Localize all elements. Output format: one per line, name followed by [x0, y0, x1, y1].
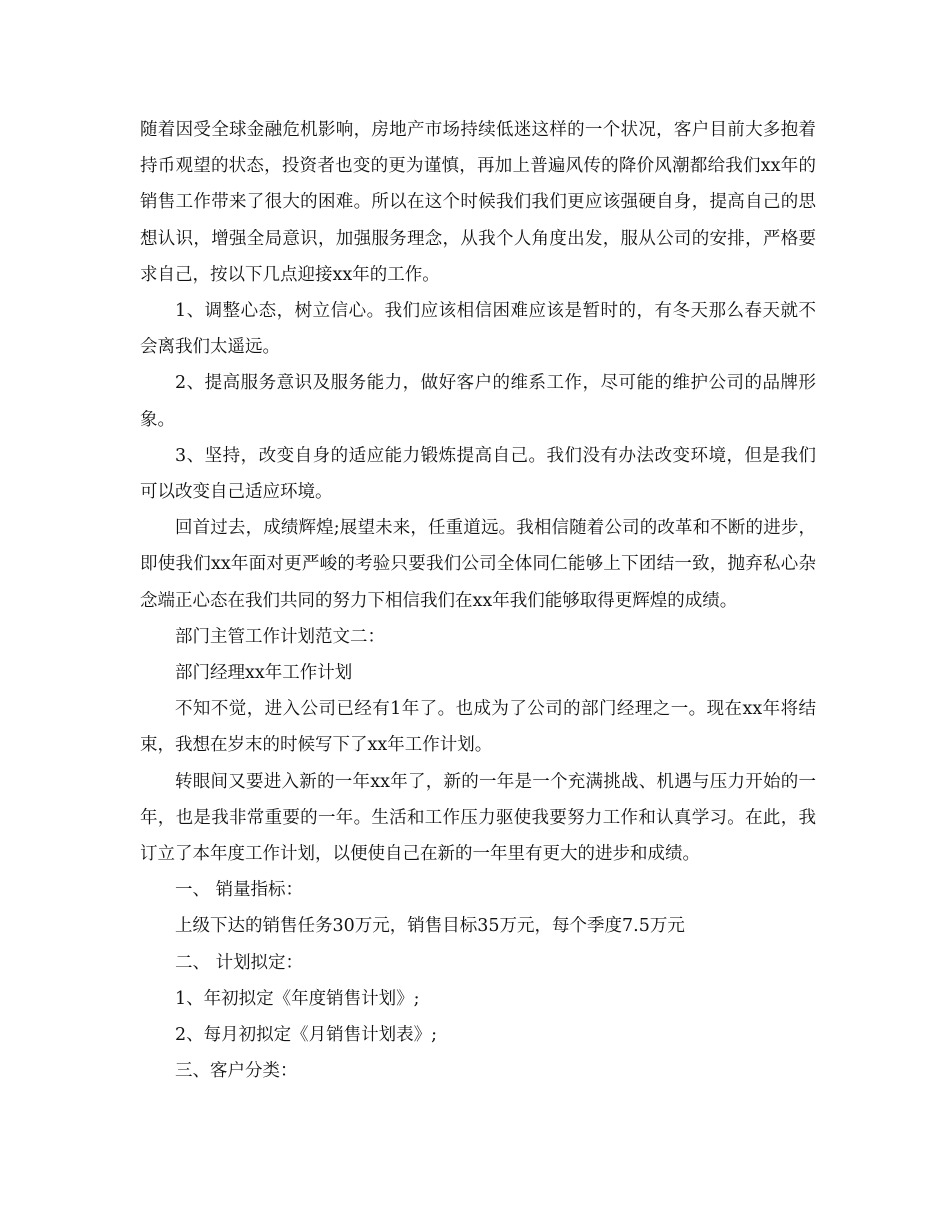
list-item-annual-plan: 1、年初拟定《年度销售计划》;: [175, 988, 420, 1009]
paragraph-point-2: 2、提高服务意识及服务能力，做好客户的维系工作，尽可能的维护公司的品牌形象。: [140, 373, 816, 430]
heading-plan-drafting: 二、 计划拟定：: [175, 952, 304, 973]
paragraph-intro: 随着因受全球金融危机影响，房地产市场持续低迷这样的一个状况，客户目前大多抱着持币观望的状态，投资者也变的更为谨慎，再加上普遍风传的降价风潮都给我们xx年的销售工作带来了很大的困难。所以在这个时候我们我们更应该强硬自身，提高自己的思想认识，增强全局意识，加强服务理念，从我个人角度出发，服从公司的安排，严格要求自己，按以下几点迎接xx年的工作。: [140, 120, 816, 285]
paragraph-point-1: 1、调整心态，树立信心。我们应该相信困难应该是暂时的，有冬天那么春天就不会离我们太遥远。: [140, 301, 816, 358]
paragraph-point-3: 3、坚持，改变自身的适应能力锻炼提高自己。我们没有办法改变环境，但是我们可以改变自己适应环境。: [140, 445, 816, 503]
heading-customer-classification: 三、客户分类：: [175, 1061, 298, 1082]
section-title-manager-plan: 部门经理xx年工作计划: [175, 663, 353, 684]
document-body: [140, 112, 816, 1089]
paragraph-sales-target: 上级下达的销售任务30万元，销售目标35万元，每个季度7.5万元: [175, 916, 685, 937]
list-item-monthly-plan: 2、每月初拟定《月销售计划表》;: [175, 1025, 438, 1046]
heading-sales-target: 一、 销量指标：: [175, 880, 304, 901]
paragraph-one-year: 不知不觉，进入公司已经有1年了。也成为了公司的部门经理之一。现在xx年将结束，我想在岁末的时候写下了xx年工作计划。: [140, 699, 816, 756]
section-heading-sample-two: 部门主管工作计划范文二：: [175, 626, 385, 647]
paragraph-review: 回首过去，成绩辉煌;展望未来，任重道远。我相信随着公司的改革和不断的进步，即使我们xx年面对更严峻的考验只要我们公司全体同仁能够上下团结一致，抛弃私心杂念端正心态在我们共同的努力下相信我们在xx年我们能够取得更辉煌的成绩。: [140, 518, 816, 611]
paragraph-new-year: 转眼间又要进入新的一年xx年了，新的一年是一个充满挑战、机遇与压力开始的一年，也是我非常重要的一年。生活和工作压力驱使我要努力工作和认真学习。在此，我订立了本年度工作计划，以便使自己在新的一年里有更大的进步和成绩。: [140, 771, 816, 865]
